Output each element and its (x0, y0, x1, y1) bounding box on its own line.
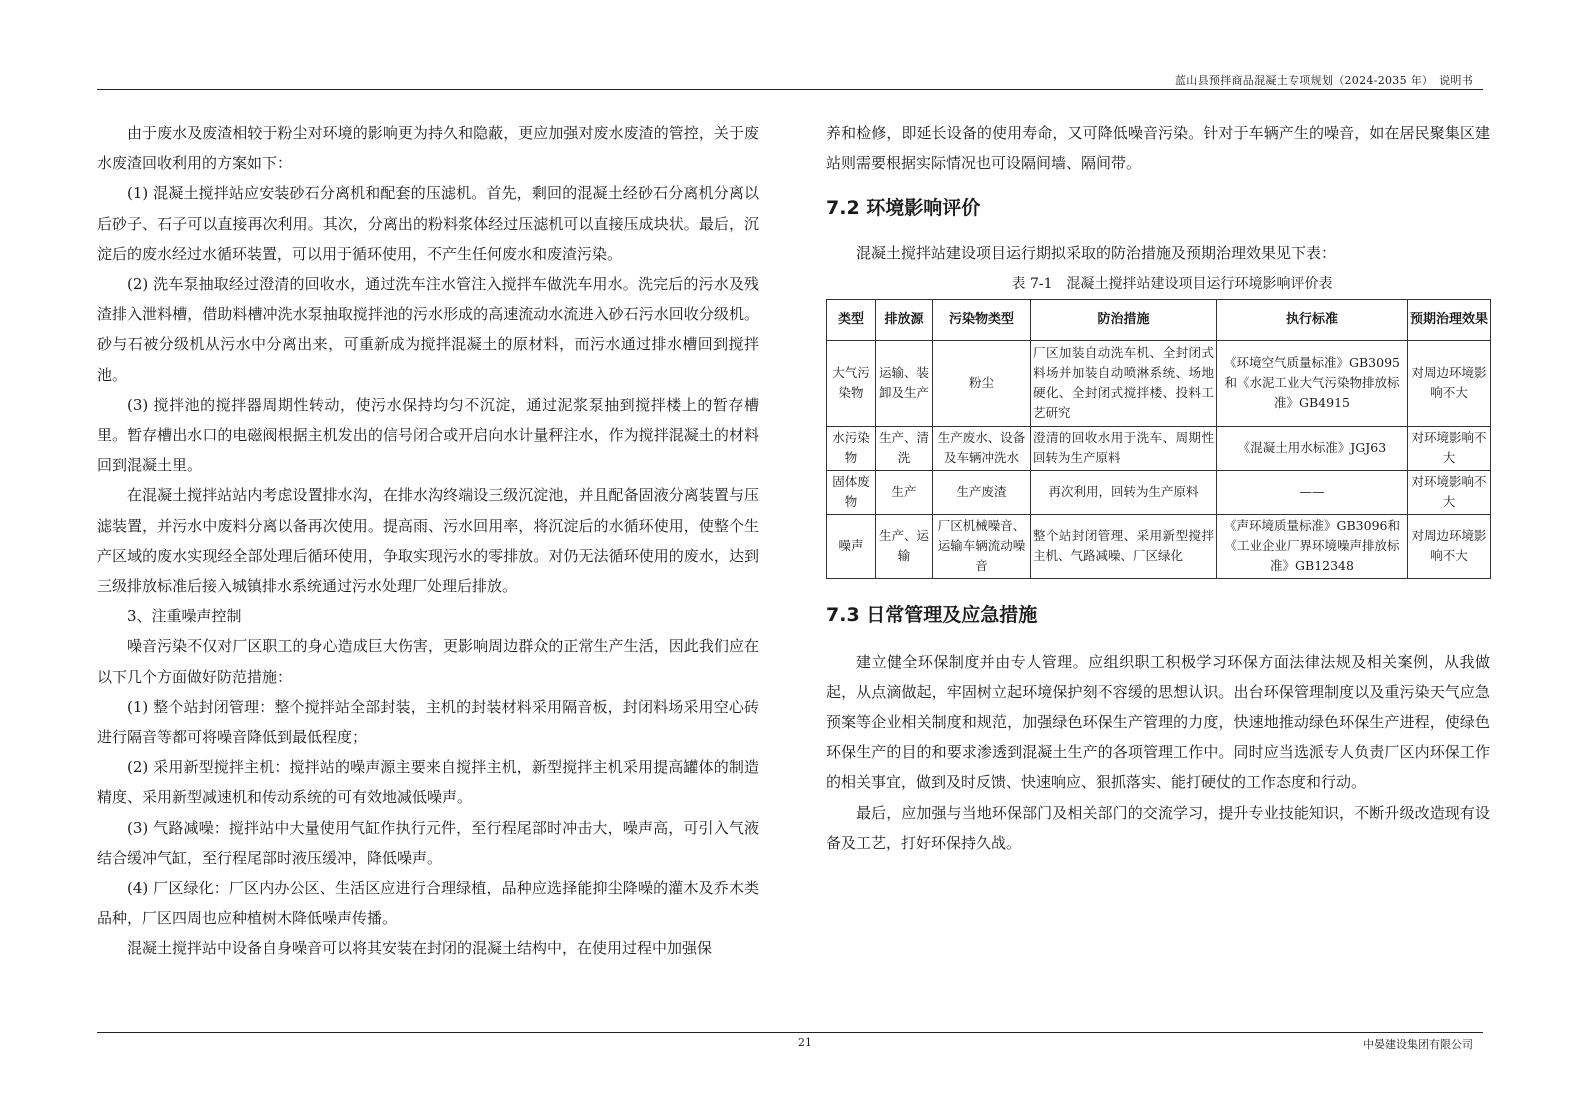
table-cell: 对周边环境影响不大 (1408, 340, 1491, 426)
document-header: 蓝山县预拌商品混凝土专项规划（2024-2035 年） 说明书 (1175, 74, 1473, 87)
table-row (827, 514, 1491, 578)
table-cell: —— (1217, 470, 1408, 514)
table-intro: 混凝土搅拌站建设项目运行期拟采取的防治措施及预期治理效果见下表： (856, 244, 1337, 263)
section-heading-7-3: 7.3 日常管理及应急措施 (826, 603, 1038, 626)
table-cell: 对环境影响不大 (1408, 470, 1491, 514)
paragraph: 由于废水及废渣相较于粉尘对环境的影响更为持久和隐蔽，更应加强对废水废渣的管控，关于废水废渣回收利用的方案如下： (97, 124, 759, 173)
paragraph: (1) 整个站封闭管理：整个搅拌站全部封装，主机的封装材料采用隔音板，封闭料场采用空心砖进行隔音等都可将噪音降低到最低程度； (97, 697, 759, 747)
paragraph: 建立健全环保制度并由专人管理。应组织职工积极学习环保方面法律法规及相关案例，从我做起，从点滴做起，牢固树立起环境保护刻不容缓的思想认识。出台环保管理制度以及重污染天气应急预案等企业相关制度和规范，加强绿色环保生产管理的力度，快速地推动绿色环保生产进程，使绿色环保生产的目的和要求渗透到混凝土生产的各项管理工作中。同时应当选派专人负责厂区内环保工作的相关事宜，做到及时反馈、快速响应、狠抓落实、能打硬仗的工作态度和行动。 (826, 652, 1490, 792)
table-row (827, 340, 1491, 426)
table-cell: 厂区机械噪音、运输车辆流动噪音 (933, 514, 1031, 578)
paragraph: 混凝土搅拌站中设备自身噪音可以将其安装在封闭的混凝土结构中，在使用过程中加强保 (127, 939, 713, 958)
table-row (827, 426, 1491, 470)
paragraph: (2) 洗车泵抽取经过澄清的回收水，通过洗车注水管注入搅拌车做洗车用水。洗完后的污水及残渣排入泄料槽，借助料槽冲洗水泵抽取搅拌池的污水形成的高速流动水流进入砂石污水回收分级机。砂与石被分级机从污水中分离出来，可重新成为搅拌混凝土的原材料，而污水通过排水槽回到搅拌池。 (97, 275, 759, 384)
table-cell: 粉尘 (933, 340, 1031, 426)
table-cell: 对环境影响不大 (1408, 426, 1491, 470)
right-column (826, 118, 1490, 858)
paragraph: (3) 搅拌池的搅拌器周期性转动，使污水保持均匀不沉淀，通过泥浆泵抽到搅拌楼上的暂存槽里。暂存槽出水口的电磁阀根据主机发出的信号闭合或开启向水计量秤注水，作为搅拌混凝土的材料回到混凝土里。 (97, 395, 759, 475)
table-header-cell: 防治措施 (1031, 299, 1217, 340)
table-header-cell: 类型 (827, 299, 876, 340)
environment-impact-table (826, 299, 1491, 579)
table-cell: 《声环境质量标准》GB3096和《工业企业厂界环境噪声排放标准》GB12348 (1217, 514, 1408, 578)
table-cell: 固体废物 (827, 470, 876, 514)
table-cell: 生产废水、设备及车辆冲洗水 (933, 426, 1031, 470)
table-cell: 《混凝土用水标准》JGJ63 (1217, 426, 1408, 470)
table-cell: 生产、运输 (876, 514, 933, 578)
table-cell: 生产、清洗 (876, 426, 933, 470)
table-row (827, 470, 1491, 514)
header-rule (97, 89, 1483, 90)
page-number: 21 (798, 1036, 812, 1049)
table-cell: 厂区加装自动洗车机、全封闭式料场并加装自动喷淋系统、场地硬化、全封闭式搅拌楼、投料工艺研究 (1031, 340, 1217, 426)
table-header-cell: 预期治理效果 (1408, 299, 1491, 340)
paragraph: (4) 厂区绿化：厂区内办公区、生活区应进行合理绿植，品种应选择能抑尘降噪的灌木及乔木类品种，厂区四周也应种植树木降低噪声传播。 (97, 879, 759, 928)
paragraph: (3) 气路减噪：搅拌站中大量使用气缸作执行元件，至行程尾部时冲击大，噪声高，可引入气液结合缓冲气缸，至行程尾部时液压缓冲，降低噪声。 (97, 818, 759, 867)
paragraph: 在混凝土搅拌站站内考虑设置排水沟，在排水沟终端设三级沉淀池，并且配备固液分离装置与压滤装置，并污水中废料分离以备再次使用。提高雨、污水回用率，将沉淀后的水循环使用，使整个生产区域的废水实现经全部处理后循环使用，争取实现污水的零排放。对仍无法循环使用的废水，达到三级排放标准后接入城镇排水系统通过污水处理厂处理后排放。 (97, 486, 759, 596)
table-caption: 表 7-1 混凝土搅拌站建设项目运行环境影响评价表 (1011, 275, 1333, 292)
paragraph: 噪音污染不仅对厂区职工的身心造成巨大伤害，更影响周边群众的正常生产生活，因此我们应在以下几个方面做好防范措施： (97, 637, 759, 686)
table-cell: 水污染物 (827, 426, 876, 470)
footer-rule (97, 1032, 1483, 1033)
subheading-noise-control: 3、注重噪声控制 (127, 607, 242, 626)
table-cell: 整个站封闭管理、采用新型搅拌主机、气路减噪、厂区绿化 (1031, 514, 1217, 578)
table-cell: 澄清的回收水用于洗车、周期性回转为生产原料 (1031, 426, 1217, 470)
paragraph: (1) 混凝土搅拌站应安装砂石分离机和配套的压滤机。首先，剩回的混凝土经砂石分离机分离以后砂子、石子可以直接再次利用。其次，分离出的粉料浆体经过压滤机可以直接压成块状。最后，沉淀后的废水经过水循环装置，可以用于循环使用，不产生任何废水和废渣污染。 (97, 184, 759, 263)
table-cell: 生产废渣 (933, 470, 1031, 514)
paragraph-continuation: 养和检修，即延长设备的使用寿命，又可降低噪音污染。针对于车辆产生的噪音，如在居民聚集区建站则需要根据实际情况也可设隔间墙、隔间带。 (826, 124, 1490, 173)
table-cell: 对周边环境影响不大 (1408, 514, 1491, 578)
table-cell: 噪声 (827, 514, 876, 578)
paragraph: 最后，应加强与当地环保部门及相关部门的交流学习，提升专业技能知识，不断升级改造现有设备及工艺，打好环保持久战。 (826, 803, 1490, 852)
company-name: 中晏建设集团有限公司 (1363, 1038, 1473, 1051)
table-cell: 《环境空气质量标准》GB3095和《水泥工业大气污染物排放标准》GB4915 (1217, 340, 1408, 426)
left-column (97, 118, 759, 964)
paragraph: (2) 采用新型搅拌主机：搅拌站的噪声源主要来自搅拌主机，新型搅拌主机采用提高罐体的制造精度、采用新型减速机和传动系统的可有效地减低噪声。 (97, 758, 759, 807)
table-header-cell: 排放源 (876, 299, 933, 340)
table-cell: 运输、装卸及生产 (876, 340, 933, 426)
table-header-cell: 污染物类型 (933, 299, 1031, 340)
table-cell: 生产 (876, 470, 933, 514)
section-heading-7-2: 7.2 环境影响评价 (826, 197, 981, 220)
table-header-row (827, 299, 1491, 340)
table-cell: 大气污染物 (827, 340, 876, 426)
table-cell: 再次利用，回转为生产原料 (1031, 470, 1217, 514)
table-header-cell: 执行标准 (1217, 299, 1408, 340)
